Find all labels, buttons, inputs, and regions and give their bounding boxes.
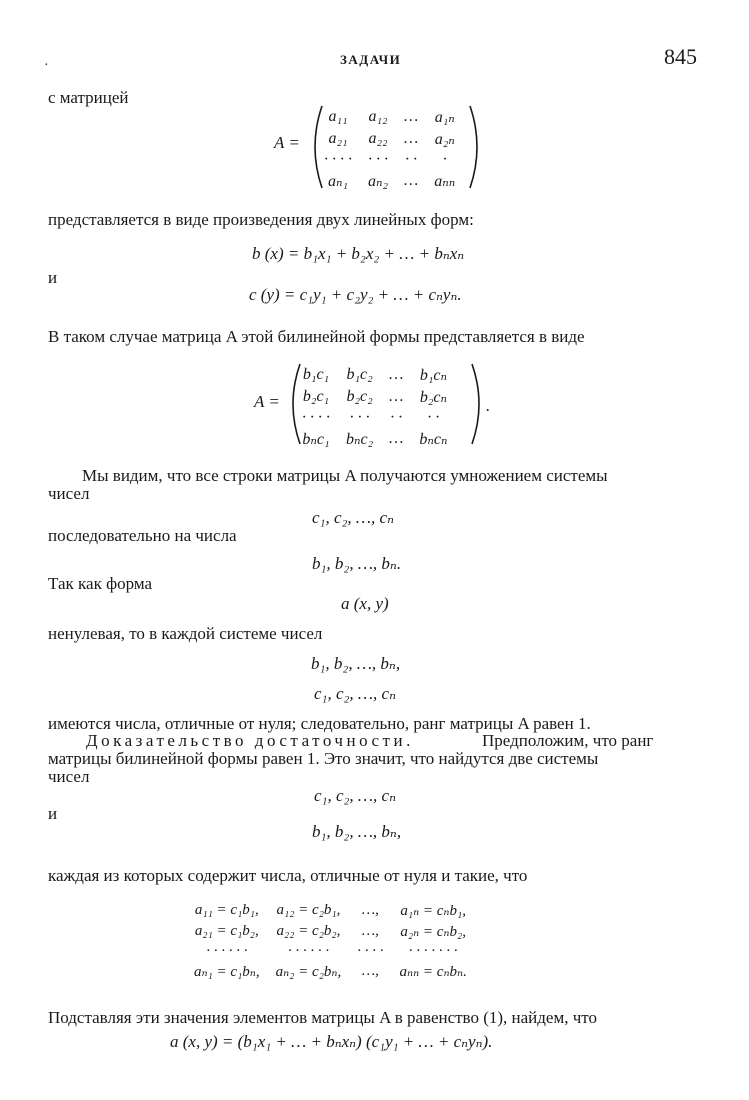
matrix-a xyxy=(316,106,463,192)
sequence-c-3: c₁, c₂, …, cₙ xyxy=(314,786,396,805)
equation-cell: a₁₁ = c₁b₁, xyxy=(194,902,259,918)
matrix-bc-cell: b₁cₙ xyxy=(419,367,447,384)
matrix-bc-cell: bₙc₂ xyxy=(346,431,374,448)
equation-cell: a₂₂ = c₂b₂, xyxy=(276,923,341,939)
equation-cell: …, xyxy=(361,963,379,979)
paragraph-4-line-2: чисел xyxy=(48,484,90,503)
equation-cell: aₙ₁ = c₁bₙ, xyxy=(194,964,260,980)
paragraph-6: Так как форма xyxy=(48,574,153,593)
matrix-bc-period: . xyxy=(486,396,491,415)
conjunction-and-1: и xyxy=(48,268,58,287)
equation-cell: · · · · · · xyxy=(206,943,248,959)
matrix-bc xyxy=(294,364,455,450)
matrix-a-cell: a₂ₙ xyxy=(434,131,455,148)
matrix-bc-cell: b₂cₙ xyxy=(419,389,447,406)
running-header: ЗАДАЧИ xyxy=(340,52,402,67)
paragraph-5: последовательно на числа xyxy=(48,526,237,545)
matrix-a-cell: aₙ₂ xyxy=(368,173,389,190)
matrix-bc-cell: b₂c₂ xyxy=(346,388,373,405)
matrix-a-cell: aₙ₁ xyxy=(327,173,349,190)
equation-cell: a₁ₙ = cₙb₁, xyxy=(400,903,466,919)
equation-cell: …, xyxy=(361,902,379,918)
matrix-bc-cell: · · xyxy=(390,409,403,426)
paragraph-4-line-1: Мы видим, что все строки матрицы A получаются умножением системы xyxy=(82,466,608,485)
paragraph-11: Подставляя эти значения элементов матрицы A в равенство (1), найдем, что xyxy=(48,1008,597,1027)
page-number: 845 xyxy=(664,44,697,69)
final-formula: a (x, y) = (b₁x₁ + … + bₙxₙ) (c₁y₁ + … + cₙyₙ). xyxy=(170,1032,493,1051)
sequence-b-2: b₁, b₂, …, bₙ, xyxy=(311,654,401,673)
paragraph-9-line-1: Предположим, что ранг xyxy=(482,731,654,750)
sequence-b-3: b₁, b₂, …, bₙ, xyxy=(312,822,402,841)
matrix-a-cell: a₂₂ xyxy=(368,130,388,147)
matrix-a-cell: … xyxy=(404,108,419,125)
matrix-a-cell: a₁ₙ xyxy=(434,109,455,126)
matrix-bc-cell: … xyxy=(389,430,404,447)
matrix-bc-cell: b₂c₁ xyxy=(302,388,330,405)
equation-cell: aₙ₂ = c₂bₙ, xyxy=(275,964,342,980)
matrix-a-cell: aₙₙ xyxy=(434,173,456,190)
matrix-bc-cell: … xyxy=(389,366,404,383)
equation-cell: a₂ₙ = cₙb₂, xyxy=(400,924,466,940)
paragraph-2: представляется в виде произведения двух линейных форм: xyxy=(48,210,474,229)
paragraph-9-line-3: чисел xyxy=(48,767,90,786)
equation-cell: · · · · xyxy=(357,943,384,959)
equation-cell: · · · · · · · xyxy=(408,943,458,959)
matrix-bc-cell: bₙcₙ xyxy=(419,431,448,448)
section-heading-sufficiency: Доказательство достаточности. xyxy=(86,731,414,750)
conjunction-and-2: и xyxy=(48,804,58,823)
matrix-bc-cell: b₁c₁ xyxy=(302,366,330,383)
formula-b: b (x) = b₁x₁ + b₂x₂ + … + bₙxₙ xyxy=(252,244,465,263)
equation-cell: · · · · · · xyxy=(287,943,330,959)
matrix-a-right-paren xyxy=(466,104,486,190)
sequence-b-1: b₁, b₂, …, bₙ. xyxy=(312,554,402,573)
paragraph-3: В таком случае матрица A этой билинейной формы представляется в виде xyxy=(48,327,585,346)
matrix-bc-cell: · · · · xyxy=(302,409,330,426)
matrix-a-cell: · xyxy=(442,151,447,168)
paragraph-10: каждая из которых содержит числа, отличные от нуля и такие, что xyxy=(48,866,528,885)
equation-cell: aₙₙ = cₙbₙ. xyxy=(399,964,467,980)
paragraph-8: имеются числа, отличные от нуля; следовательно, ранг матрицы A равен 1. xyxy=(48,714,591,733)
matrix-bc-label: A = xyxy=(254,392,280,411)
sequence-c-2: c₁, c₂, …, cₙ xyxy=(314,684,396,703)
matrix-bc-cell: b₁c₂ xyxy=(346,366,373,383)
matrix-bc-cell: · · · xyxy=(349,409,370,426)
matrix-a-cell: · · · · xyxy=(324,151,352,168)
matrix-bc-cell: bₙc₁ xyxy=(302,431,330,448)
paragraph-1: с матрицей xyxy=(48,88,129,107)
matrix-a-cell: a₁₂ xyxy=(368,108,388,125)
matrix-a-cell: a₂₁ xyxy=(328,130,348,147)
matrix-bc-cell: … xyxy=(389,388,404,405)
equations-grid xyxy=(186,900,475,982)
equation-cell: a₁₂ = c₂b₁, xyxy=(276,902,341,918)
stray-mark: · xyxy=(44,58,49,73)
matrix-a-cell: a₁₁ xyxy=(328,108,348,125)
equation-cell: …, xyxy=(361,923,379,939)
matrix-bc-right-paren xyxy=(468,362,491,446)
sequence-c-1: c₁, c₂, …, cₙ xyxy=(312,508,394,527)
formula-c: c (y) = c₁y₁ + c₂y₂ + … + cₙyₙ. xyxy=(249,285,462,304)
paragraph-9-line-2: матрицы билинейной формы равен 1. Это значит, что найдутся две системы xyxy=(48,749,599,768)
matrix-a-label: A = xyxy=(274,133,300,152)
matrix-bc-cell: · · xyxy=(427,409,440,426)
matrix-a-cell: … xyxy=(404,172,419,189)
equation-cell: a₂₁ = c₁b₂, xyxy=(194,923,259,939)
matrix-a-cell: · · · xyxy=(368,151,389,168)
matrix-a-cell: … xyxy=(404,130,419,147)
matrix-a-cell: · · xyxy=(405,151,418,168)
form-a: a (x, y) xyxy=(341,594,389,613)
paragraph-7: ненулевая, то в каждой системе чисел xyxy=(48,624,323,643)
